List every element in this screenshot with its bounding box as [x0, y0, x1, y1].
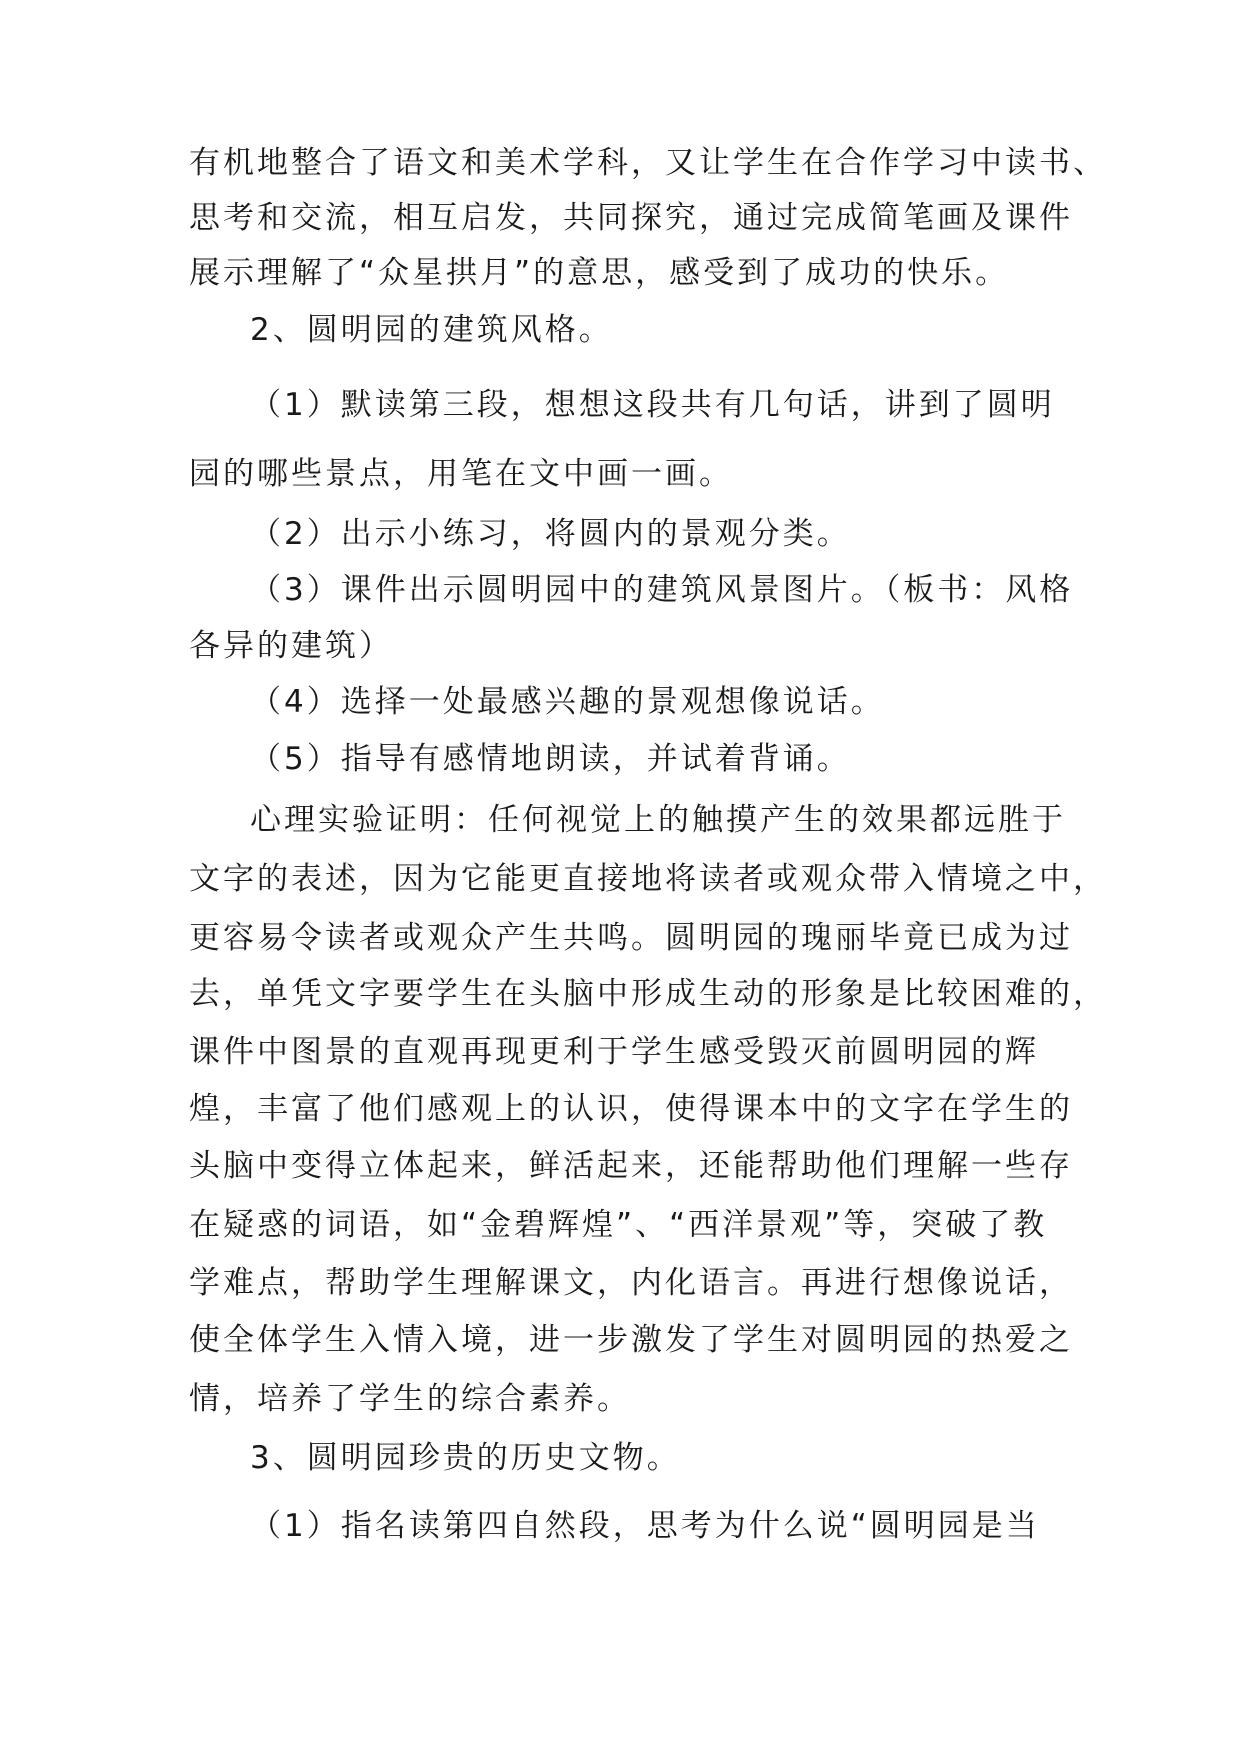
text-line: 展示理解了“众星拱月”的意思，感受到了成功的快乐。	[189, 255, 1010, 291]
section-heading: 3、圆明园珍贵的历史文物。	[250, 1440, 681, 1476]
text-line: 有机地整合了语文和美术学科，又让学生在合作学习中读书、	[189, 145, 1107, 181]
text-line: 在疑惑的词语，如“金碧辉煌”、“西洋景观”等，突破了教	[189, 1207, 1048, 1243]
text-line: 文字的表述，因为它能更直接地将读者或观众带入情境之中，	[189, 861, 1107, 897]
text-line: （5）指导有感情地朗读，并试着背诵。	[250, 741, 851, 777]
text-line: （2）出示小练习，将圆内的景观分类。	[250, 516, 851, 552]
text-line: （4）选择一处最感兴趣的景观想像说话。	[250, 684, 885, 720]
text-line: （3）课件出示圆明园中的建筑风景图片。（板书：风格	[250, 572, 1074, 608]
section-heading: 2、圆明园的建筑风格。	[250, 312, 613, 348]
text-line: 课件中图景的直观再现更利于学生感受毁灭前圆明园的辉	[189, 1034, 1039, 1070]
text-line: 去，单凭文字要学生在头脑中形成生动的形象是比较困难的，	[189, 976, 1107, 1012]
text-line: （1）指名读第四自然段，思考为什么说“圆明园是当	[250, 1508, 1040, 1544]
text-line: 煌，丰富了他们感观上的认识，使得课本中的文字在学生的	[189, 1091, 1073, 1127]
text-line: （1）默读第三段，想想这段共有几句话，讲到了圆明	[250, 387, 1055, 423]
text-line: 各异的建筑）	[189, 628, 393, 664]
text-line: 使全体学生入情入境，进一步激发了学生对圆明园的热爱之	[189, 1322, 1073, 1358]
text-line: 情，培养了学生的综合素养。	[189, 1381, 631, 1417]
text-line: 更容易令读者或观众产生共鸣。圆明园的瑰丽毕竟已成为过	[189, 920, 1073, 956]
text-line: 头脑中变得立体起来，鲜活起来，还能帮助他们理解一些存	[189, 1148, 1073, 1184]
text-line: 学难点，帮助学生理解课文，内化语言。再进行想像说话，	[189, 1265, 1073, 1301]
text-line: 思考和交流，相互启发，共同探究，通过完成简笔画及课件	[189, 200, 1073, 236]
text-line: 园的哪些景点，用笔在文中画一画。	[189, 456, 733, 492]
text-line: 心理实验证明：任何视觉上的触摸产生的效果都远胜于	[250, 802, 1066, 838]
